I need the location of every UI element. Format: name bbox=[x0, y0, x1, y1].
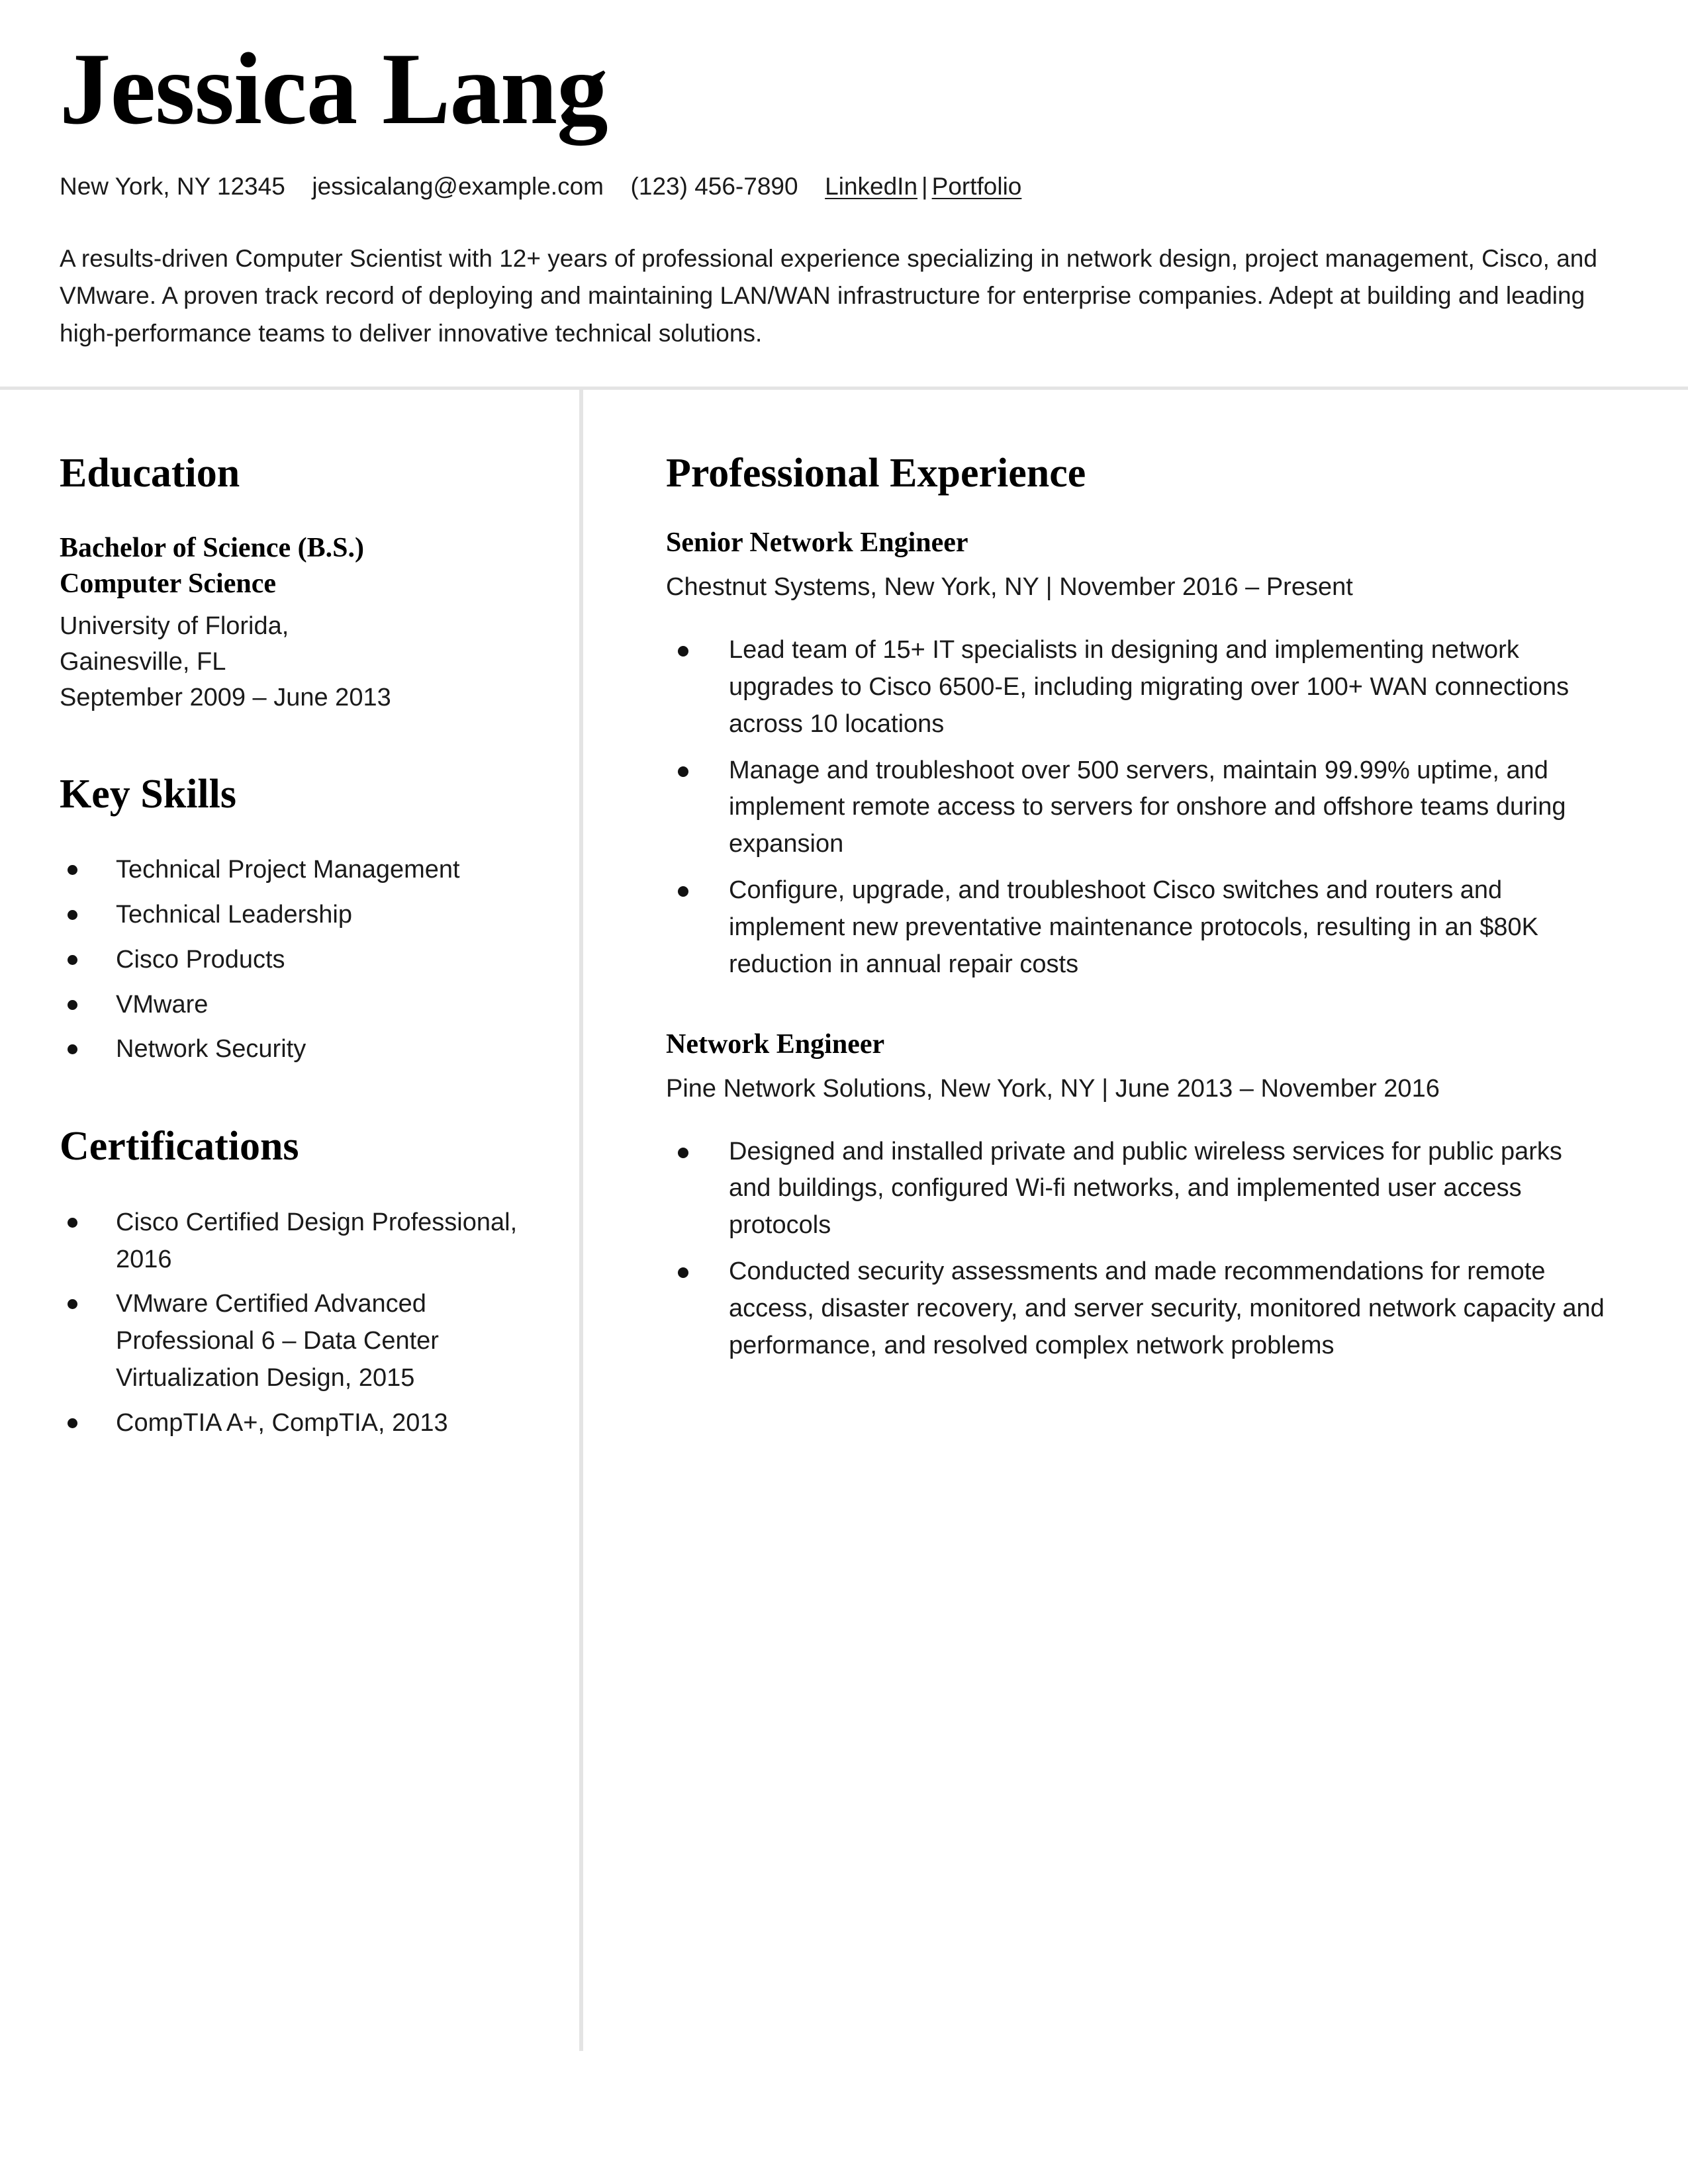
list-item: Technical Project Management bbox=[60, 852, 533, 889]
job-bullets-list bbox=[666, 632, 1609, 983]
linkedin-link[interactable]: LinkedIn bbox=[825, 173, 918, 201]
education-section bbox=[60, 451, 533, 716]
list-item: VMware Certified Advanced Professional 6 – Data Center Virtualization Design, 2015 bbox=[60, 1286, 533, 1397]
education-degree bbox=[60, 531, 533, 602]
list-item: Lead team of 15+ IT specialists in designing and implementing network upgrades to Cisco 6500-E, including migrating over 100+ WAN connections across 10 locations bbox=[666, 632, 1609, 743]
job-title: Senior Network Engineer bbox=[666, 527, 968, 559]
experience-heading: Professional Experience bbox=[666, 450, 1086, 496]
right-column bbox=[583, 390, 1688, 2051]
education-details bbox=[60, 609, 533, 716]
experience-entry bbox=[666, 525, 1609, 983]
resume-header bbox=[0, 0, 1688, 387]
portfolio-link[interactable]: Portfolio bbox=[931, 173, 1022, 201]
list-item: Manage and troubleshoot over 500 servers, maintain 99.99% uptime, and implement remote access to servers for onshore and offshore teams during expansion bbox=[666, 752, 1609, 864]
education-heading: Education bbox=[60, 450, 240, 496]
professional-summary: A results-driven Computer Scientist with 12+ years of professional experience specializing in network design, project management, Cisco, and VMware. A proven track record of deploying and maintaining LAN/WAN infrastructure for enterprise companies. Adept at building and leading high-performance teams to deliver innovative technical solutions. bbox=[60, 245, 1597, 347]
contact-line bbox=[60, 170, 1628, 203]
education-degree-line-2: Computer Science bbox=[60, 568, 276, 599]
experience-entry bbox=[666, 1027, 1609, 1365]
education-entry bbox=[60, 531, 533, 715]
candidate-name: Jessica Lang bbox=[60, 32, 608, 146]
certifications-list bbox=[60, 1205, 533, 1442]
job-meta: Chestnut Systems, New York, NY | November 2016 – Present bbox=[666, 572, 1353, 601]
list-item: Cisco Certified Design Professional, 2016 bbox=[60, 1205, 533, 1279]
list-item: VMware bbox=[60, 987, 533, 1024]
list-item: Conducted security assessments and made recommendations for remote access, disaster recovery, and server security, monitored network capacity and performance, and resolved complex network problems bbox=[666, 1253, 1609, 1365]
list-item: Cisco Products bbox=[60, 942, 533, 979]
contact-phone: (123) 456-7890 bbox=[630, 173, 798, 201]
list-item: Technical Leadership bbox=[60, 897, 533, 934]
key-skills-list bbox=[60, 852, 533, 1068]
certifications-section bbox=[60, 1124, 533, 1442]
job-title: Network Engineer bbox=[666, 1028, 885, 1060]
key-skills-heading: Key Skills bbox=[60, 771, 237, 817]
resume-body bbox=[0, 390, 1688, 2051]
education-school-location: Gainesville, FL bbox=[60, 647, 226, 676]
education-school: University of Florida, bbox=[60, 612, 289, 640]
education-dates: September 2009 – June 2013 bbox=[60, 683, 391, 711]
list-item: Network Security bbox=[60, 1031, 533, 1068]
certifications-heading: Certifications bbox=[60, 1124, 299, 1169]
list-item: Designed and installed private and public wireless services for public parks and buildings, configured Wi-fi networks, and implemented user access protocols bbox=[666, 1134, 1609, 1245]
list-item: CompTIA A+, CompTIA, 2013 bbox=[60, 1405, 533, 1442]
left-column bbox=[0, 390, 579, 2051]
experience-section bbox=[666, 451, 1609, 1365]
contact-pipe-divider: | bbox=[921, 173, 928, 201]
list-item: Configure, upgrade, and troubleshoot Cisco switches and routers and implement new preventative maintenance protocols, resulting in an $80K reduction in annual repair costs bbox=[666, 872, 1609, 983]
contact-location: New York, NY 12345 bbox=[60, 173, 285, 201]
job-bullets-list bbox=[666, 1134, 1609, 1365]
job-meta: Pine Network Solutions, New York, NY | June 2013 – November 2016 bbox=[666, 1074, 1440, 1103]
key-skills-section bbox=[60, 772, 533, 1069]
education-degree-line-1: Bachelor of Science (B.S.) bbox=[60, 533, 364, 564]
contact-email: jessicalang@example.com bbox=[312, 173, 604, 201]
